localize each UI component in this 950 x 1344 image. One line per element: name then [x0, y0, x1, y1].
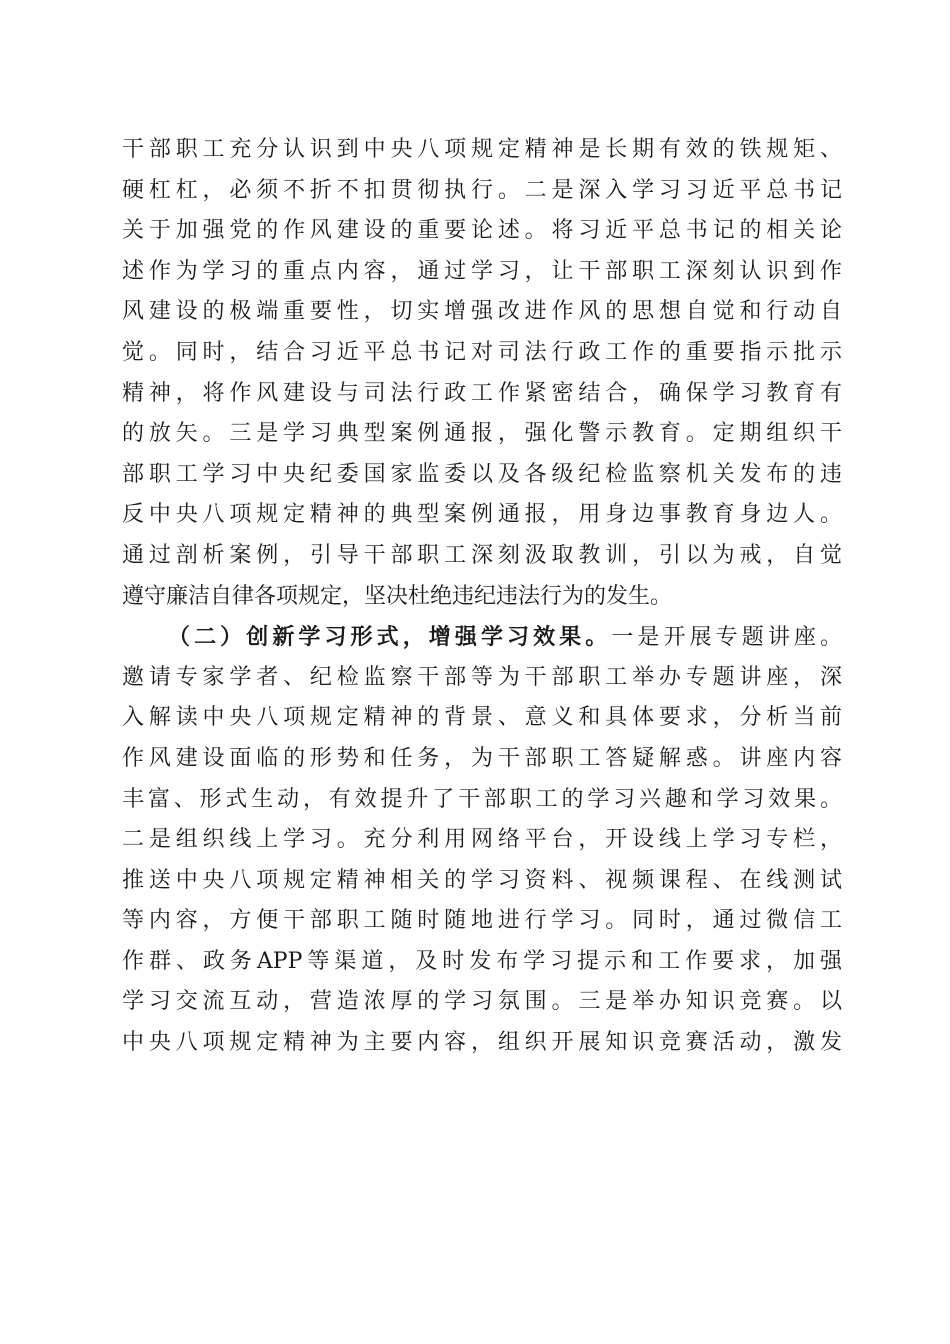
- text-line: 风建设的极端重要性，切实增强改进作风的思想自觉和行动自: [122, 299, 842, 325]
- paragraph-1: [122, 130, 842, 617]
- text-line: 丰富、形式生动，有效提升了干部职工的学习兴趣和学习效果。: [122, 786, 842, 812]
- text-line: 中央八项规定精神为主要内容，组织开展知识竞赛活动，激发: [122, 1030, 842, 1056]
- text-line: 部职工学习中央纪委国家监委以及各级纪检监察机关发布的违: [122, 461, 842, 487]
- text-line: 学习交流互动，营造浓厚的学习氛围。三是举办知识竞赛。以: [122, 989, 842, 1015]
- text-line: 遵守廉洁自律各项规定，坚决杜绝违纪违法行为的发生。: [122, 583, 673, 609]
- text-line: 的放矢。三是学习典型案例通报，强化警示教育。定期组织干: [122, 421, 842, 447]
- text-line: 邀请专家学者、纪检监察干部等为干部职工举办专题讲座，深: [122, 664, 842, 690]
- text-line: 推送中央八项规定精神相关的学习资料、视频课程、在线测试: [122, 867, 842, 893]
- text-line: 干部职工充分认识到中央八项规定精神是长期有效的铁规矩、: [122, 137, 842, 162]
- heading-line-text: 一是开展专题讲座。: [611, 625, 842, 651]
- text-line: 二是组织线上学习。充分利用网络平台，开设线上学习专栏，: [122, 827, 842, 853]
- paragraph-2: [122, 617, 842, 1064]
- text-line: 等内容，方便干部职工随时随地进行学习。同时，通过微信工: [122, 908, 842, 934]
- text-line: 反中央八项规定精神的典型案例通报，用身边事教育身边人。: [122, 502, 842, 528]
- document-body: [122, 130, 842, 1064]
- text-line: 作风建设面临的形势和任务，为干部职工答疑解惑。讲座内容: [122, 745, 842, 771]
- text-line: 通过剖析案例，引导干部职工深刻汲取教训，引以为戒，自觉: [122, 542, 842, 568]
- text-line: 精神，将作风建设与司法行政工作紧密结合，确保学习教育有: [122, 380, 842, 406]
- text-line: 硬杠杠，必须不折不扣贯彻执行。二是深入学习习近平总书记: [122, 177, 842, 203]
- section-first-line: [122, 617, 842, 658]
- text-line: 觉。同时，结合习近平总书记对司法行政工作的重要指示批示: [122, 339, 842, 365]
- text-line: 入解读中央八项规定精神的背景、意义和具体要求，分析当前: [122, 705, 842, 731]
- text-line: 作群、政务APP等渠道，及时发布学习提示和工作要求，加强: [122, 948, 842, 974]
- text-line: 关于加强党的作风建设的重要论述。将习近平总书记的相关论: [122, 218, 842, 244]
- section-heading: （二）创新学习形式，增强学习效果。: [168, 624, 612, 651]
- text-line: 述作为学习的重点内容，通过学习，让干部职工深刻认识到作: [122, 258, 842, 284]
